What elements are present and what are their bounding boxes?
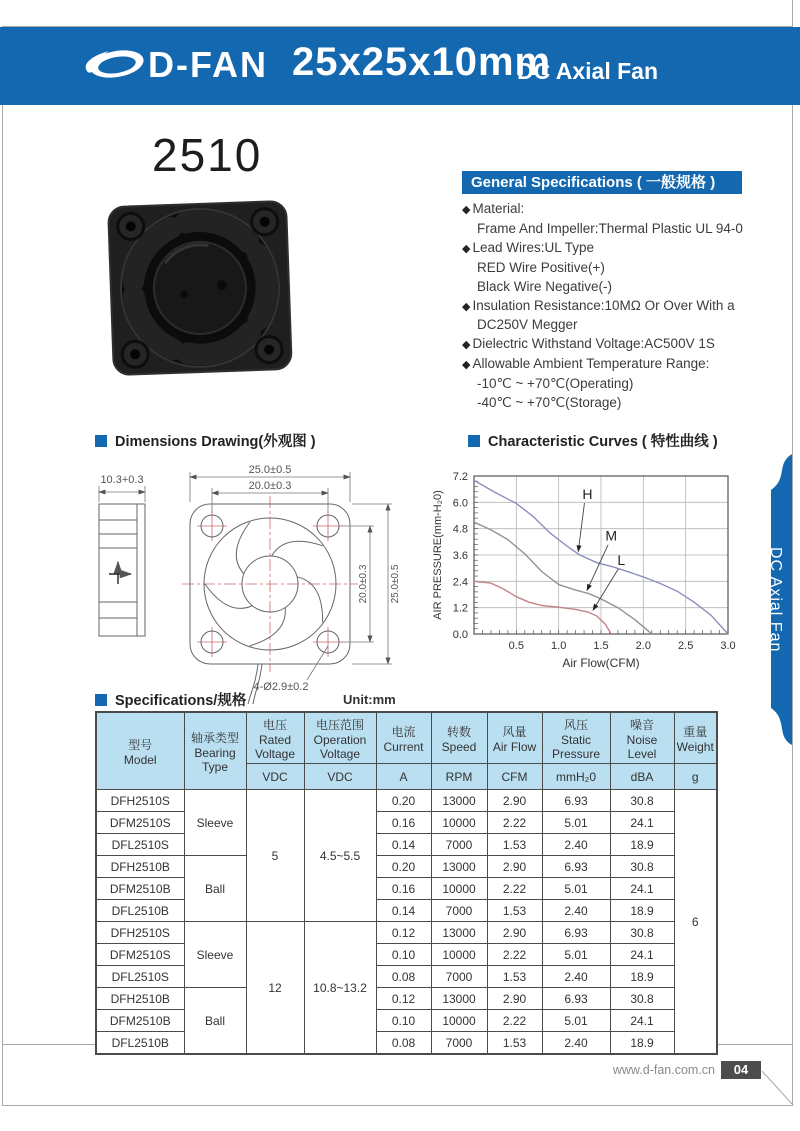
general-spec-item: -10℃ ~ +70℃(Operating) [477, 376, 634, 392]
table-row [96, 790, 717, 812]
section-dimensions-heading: Dimensions Drawing(外观图 ) [95, 430, 316, 451]
table-header-cell: 风量 Air Flow [487, 712, 542, 764]
table-unit-cell: A [376, 764, 431, 790]
table-cell: 30.8 [610, 988, 674, 1010]
table-cell: 1.53 [487, 900, 542, 922]
svg-text:25.0±0.5: 25.0±0.5 [248, 464, 292, 476]
table-cell: 1.53 [487, 1032, 542, 1055]
x-tick-label: 0.5 [508, 640, 524, 652]
table-header-cell: 电压 Rated Voltage [246, 712, 304, 764]
table-cell: DFH2510B [96, 856, 184, 878]
table-cell: DFM2510B [96, 1010, 184, 1032]
table-cell: 0.14 [376, 834, 431, 856]
table-cell: 18.9 [610, 966, 674, 988]
y-tick-label: 0.0 [452, 629, 468, 641]
table-cell: 5.01 [542, 944, 610, 966]
footer-diagonal-line [760, 1068, 800, 1108]
footer-website: www.d-fan.com.cn [612, 1063, 715, 1077]
curve-label-M: M [605, 527, 617, 544]
table-row [96, 856, 717, 878]
table-cell: 2.90 [487, 790, 542, 812]
side-tab-dc-axial-fan [748, 452, 792, 747]
table-cell: 30.8 [610, 856, 674, 878]
general-spec-item: RED Wire Positive(+) [477, 259, 605, 275]
table-cell: 0.08 [376, 1032, 431, 1055]
table-cell: 0.16 [376, 878, 431, 900]
table-cell: 2.90 [487, 988, 542, 1010]
svg-text:20.0±0.3: 20.0±0.3 [248, 480, 292, 492]
table-cell: 0.20 [376, 790, 431, 812]
table-unit-cell: RPM [431, 764, 487, 790]
table-cell: 12 [246, 922, 304, 1055]
y-tick-label: 2.4 [452, 576, 468, 589]
x-tick-label: 1.0 [551, 640, 567, 652]
table-unit-cell: VDC [246, 764, 304, 790]
table-cell: 0.10 [376, 944, 431, 966]
dimensions-drawing [85, 452, 455, 714]
table-cell: 2.90 [487, 922, 542, 944]
table-cell: 1.53 [487, 834, 542, 856]
table-header-cell: 噪音 Noise Level [610, 712, 674, 764]
table-row [96, 922, 717, 944]
table-cell: 13000 [431, 988, 487, 1010]
section-bullet-icon [468, 435, 480, 447]
y-tick-label: 7.2 [452, 471, 468, 483]
table-cell: 2.40 [542, 966, 610, 988]
y-axis-label: AIR PRESSURE(mm-H₂0) [432, 490, 444, 620]
label-leader-line [596, 569, 619, 606]
general-spec-item: Black Wire Negative(-) [477, 278, 613, 294]
table-cell: 6.93 [542, 922, 610, 944]
table-body [96, 790, 717, 1055]
diamond-bullet-icon: ◆ [462, 339, 471, 352]
general-specs-list [462, 200, 762, 413]
header-subtitle: DC Axial Fan [517, 58, 659, 84]
table-cell: 0.20 [376, 856, 431, 878]
table-cell: DFH2510B [96, 988, 184, 1010]
table-cell: 13000 [431, 922, 487, 944]
x-axis-label: Air Flow(CFM) [562, 656, 640, 670]
table-cell: 2.40 [542, 1032, 610, 1055]
table-cell: 10000 [431, 878, 487, 900]
x-tick-label: 2.0 [635, 640, 651, 652]
table-header-cell: 转数 Speed [431, 712, 487, 764]
model-number: 2510 [152, 129, 263, 181]
general-spec-item: ◆ Material: [462, 201, 525, 216]
table-header-cell: 型号 Model [96, 712, 184, 790]
table-cell: Ball [184, 856, 246, 922]
table-cell: 24.1 [610, 944, 674, 966]
table-cell: 1.53 [487, 966, 542, 988]
table-cell: 0.14 [376, 900, 431, 922]
table-cell: DFH2510S [96, 790, 184, 812]
footer-page-number: 04 [721, 1061, 761, 1079]
table-cell: 7000 [431, 900, 487, 922]
header-size-title: 25x25x10mm [292, 40, 552, 84]
table-cell: 6 [674, 790, 717, 1055]
y-tick-label: 4.8 [452, 523, 468, 536]
table-cell: 6.93 [542, 856, 610, 878]
side-tab-label: DC Axial Fan [767, 546, 784, 653]
table-cell: 0.12 [376, 922, 431, 944]
table-cell: 4.5~5.5 [304, 790, 376, 922]
table-cell: 24.1 [610, 1010, 674, 1032]
table-cell: 0.12 [376, 988, 431, 1010]
general-spec-item: ◆ Lead Wires:UL Type [462, 239, 595, 255]
y-tick-label: 6.0 [452, 497, 468, 510]
table-unit-cell: VDC [304, 764, 376, 790]
table-cell: 5.01 [542, 1010, 610, 1032]
table-cell: 2.90 [487, 856, 542, 878]
general-spec-item: ◆ Insulation Resistance:10MΩ Or Over With a [462, 297, 735, 313]
table-cell: DFL2510S [96, 966, 184, 988]
specifications-table [95, 711, 718, 1055]
table-cell: 5.01 [542, 812, 610, 834]
label-arrowhead [577, 545, 582, 552]
table-cell: 13000 [431, 856, 487, 878]
frame-right-line [792, 0, 793, 1106]
table-cell: DFL2510B [96, 900, 184, 922]
table-cell: 0.16 [376, 812, 431, 834]
table-cell: 2.22 [487, 878, 542, 900]
table-cell: 10000 [431, 812, 487, 834]
y-tick-label: 1.2 [452, 602, 468, 615]
y-tick-label: 3.6 [452, 550, 468, 562]
table-cell: Sleeve [184, 922, 246, 988]
table-row [96, 988, 717, 1010]
svg-text:25.0±0.5: 25.0±0.5 [390, 564, 401, 604]
table-cell: Sleeve [184, 790, 246, 856]
curve-label-L: L [617, 551, 626, 568]
table-cell: 10000 [431, 1010, 487, 1032]
frame-left-line [2, 26, 3, 1106]
svg-text:10.3+0.3: 10.3+0.3 [100, 474, 144, 486]
table-header-cell: 电压范围 Operation Voltage [304, 712, 376, 764]
table-cell: 0.10 [376, 1010, 431, 1032]
table-cell: 10000 [431, 944, 487, 966]
table-unit-cell: dBA [610, 764, 674, 790]
table-cell: 2.22 [487, 812, 542, 834]
table-cell: 5.01 [542, 878, 610, 900]
table-cell: 2.22 [487, 944, 542, 966]
table-cell: 6.93 [542, 988, 610, 1010]
diamond-bullet-icon: ◆ [462, 204, 471, 216]
table-cell: DFL2510B [96, 1032, 184, 1055]
curve-label-H: H [582, 486, 593, 503]
section-curves-heading: Characteristic Curves ( 特性曲线 ) [468, 430, 718, 451]
table-cell: 7000 [431, 966, 487, 988]
x-tick-label: 1.5 [593, 640, 609, 652]
table-header [96, 712, 717, 790]
diamond-bullet-icon: ◆ [462, 359, 471, 372]
general-spec-item: -40℃ ~ +70℃(Storage) [477, 395, 622, 411]
brand-name: D-FAN [148, 44, 268, 85]
table-cell: DFM2510S [96, 944, 184, 966]
general-spec-item: Frame And Impeller:Thermal Plastic UL 94-0 [477, 220, 743, 236]
table-cell: 2.40 [542, 834, 610, 856]
section-bullet-icon [95, 435, 107, 447]
table-header-cell: 重量 Weight [674, 712, 717, 764]
diamond-bullet-icon: ◆ [462, 242, 471, 255]
table-cell: Ball [184, 988, 246, 1055]
table-cell: DFM2510S [96, 812, 184, 834]
table-cell: 24.1 [610, 812, 674, 834]
table-cell: DFH2510S [96, 922, 184, 944]
table-cell: 2.22 [487, 1010, 542, 1032]
general-spec-item: ◆ Dielectric Withstand Voltage:AC500V 1S [462, 336, 715, 352]
table-cell: 30.8 [610, 922, 674, 944]
table-cell: 18.9 [610, 834, 674, 856]
table-cell: DFM2510B [96, 878, 184, 900]
table-cell: 0.08 [376, 966, 431, 988]
diamond-bullet-icon: ◆ [462, 300, 471, 313]
brand-logo-icon [84, 42, 146, 88]
table-cell: 10.8~13.2 [304, 922, 376, 1055]
characteristic-curves-chart [430, 462, 745, 676]
general-specs-title: General Specifications ( 一般规格 ) [462, 171, 742, 194]
table-cell: 13000 [431, 790, 487, 812]
x-tick-label: 3.0 [720, 640, 736, 652]
frame-bottom-line [2, 1105, 793, 1106]
table-cell: 24.1 [610, 878, 674, 900]
table-unit-cell: mmH₂0 [542, 764, 610, 790]
svg-text:4-Ø2.9±0.2: 4-Ø2.9±0.2 [253, 681, 309, 693]
general-spec-item: DC250V Megger [477, 317, 578, 333]
table-cell: 18.9 [610, 900, 674, 922]
label-arrowhead [587, 584, 592, 591]
table-cell: 7000 [431, 1032, 487, 1055]
table-header-cell: 风压 Static Pressure [542, 712, 610, 764]
label-leader-line [579, 503, 585, 546]
table-cell: 6.93 [542, 790, 610, 812]
table-cell: 5 [246, 790, 304, 922]
x-tick-label: 2.5 [678, 640, 694, 652]
curve-M [474, 522, 652, 634]
general-spec-item: ◆ Allowable Ambient Temperature Range: [462, 356, 710, 372]
svg-text:20.0±0.3: 20.0±0.3 [358, 564, 369, 604]
table-cell: 30.8 [610, 790, 674, 812]
table-unit-cell: g [674, 764, 717, 790]
svg-text:Unit:mm: Unit:mm [343, 692, 396, 707]
table-cell: 18.9 [610, 1032, 674, 1055]
table-header-cell: 轴承类型 Bearing Type [184, 712, 246, 790]
table-cell: 7000 [431, 834, 487, 856]
product-photo [103, 196, 297, 384]
section-specs-heading: Specifications/规格 [95, 689, 246, 710]
table-header-cell: 电流 Current [376, 712, 431, 764]
table-cell: 2.40 [542, 900, 610, 922]
table-cell: DFL2510S [96, 834, 184, 856]
table-unit-cell: CFM [487, 764, 542, 790]
